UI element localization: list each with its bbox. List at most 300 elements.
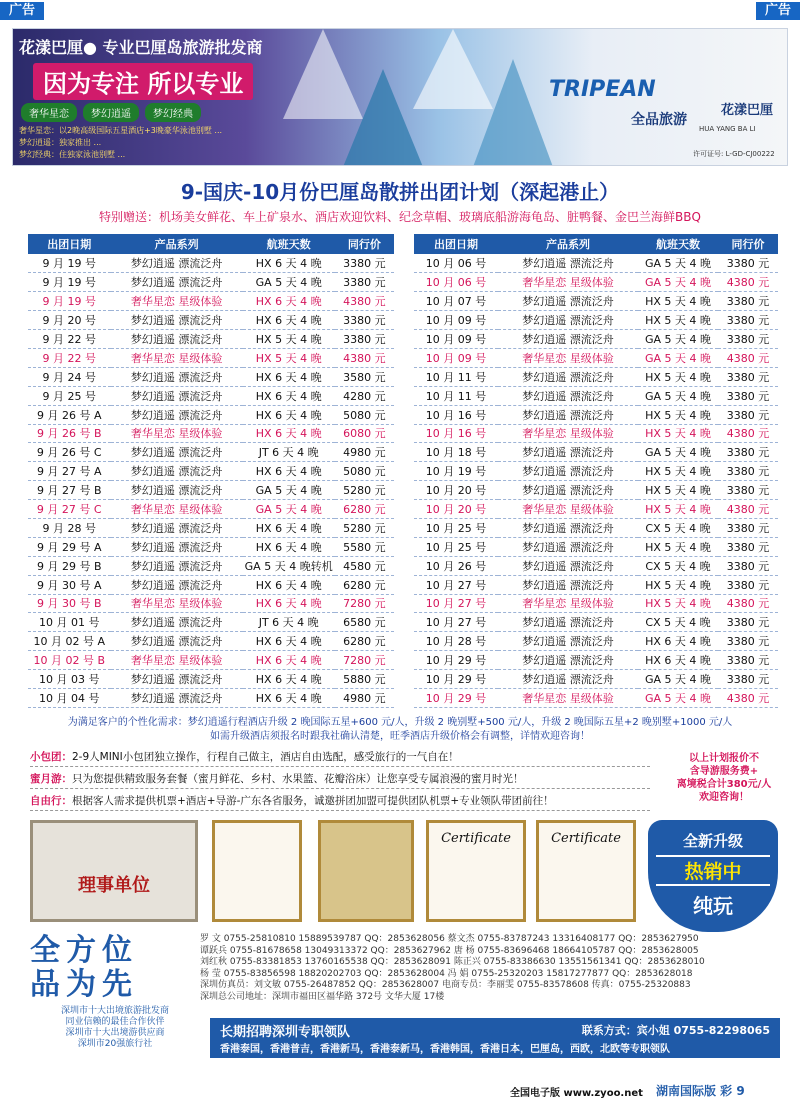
price-cell: 3380 元 bbox=[718, 613, 778, 632]
flight-cell: HX 6 天 4 晚 bbox=[243, 651, 335, 670]
col-header: 航班天数 bbox=[638, 234, 718, 254]
product-cell: 梦幻逍遥 漂流泛舟 bbox=[498, 537, 638, 556]
date-cell: 9 月 26 号 B bbox=[28, 424, 111, 443]
pill-classic: 梦幻经典 bbox=[145, 103, 201, 122]
product-cell: 奢华星恋 星级体验 bbox=[111, 292, 243, 311]
flight-cell: GA 5 天 4 晚 bbox=[638, 273, 718, 292]
date-cell: 10 月 07 号 bbox=[414, 292, 498, 311]
price-cell: 3380 元 bbox=[718, 443, 778, 462]
flight-cell: HX 6 天 4 晚 bbox=[243, 518, 335, 537]
flight-cell: GA 5 天 4 晚 bbox=[243, 500, 335, 519]
gift-line: 特别赠送：机场美女鲜花、车上矿泉水、酒店欢迎饮料、纪念草帽、玻璃底船游海龟岛、脏鸭餐、金巴兰海鲜BBQ bbox=[99, 210, 701, 224]
flight-cell: HX 5 天 4 晚 bbox=[638, 462, 718, 481]
product-cell: 奢华星恋 星级体验 bbox=[498, 273, 638, 292]
product-cell: 梦幻逍遥 漂流泛舟 bbox=[498, 462, 638, 481]
product-cell: 奢华星恋 星级体验 bbox=[498, 348, 638, 367]
product-cell: 奢华星恋 星级体验 bbox=[498, 594, 638, 613]
date-cell: 9 月 26 号 A bbox=[28, 405, 111, 424]
date-cell: 10 月 09 号 bbox=[414, 330, 498, 349]
price-cell: 4380 元 bbox=[718, 348, 778, 367]
certificate-image bbox=[212, 820, 302, 922]
price-note-line: 离境税合计380元/人 bbox=[676, 779, 772, 790]
flight-cell: GA 5 天 4 晚 bbox=[638, 254, 718, 273]
flight-cell: CX 5 天 4 晚 bbox=[638, 518, 718, 537]
flight-cell: HX 5 天 4 晚 bbox=[638, 594, 718, 613]
table-row bbox=[28, 311, 394, 330]
date-cell: 10 月 09 号 bbox=[414, 348, 498, 367]
footer-site: 全国电子版 www.zyoo.net bbox=[510, 1088, 643, 1099]
product-cell: 梦幻逍遥 漂流泛舟 bbox=[111, 405, 243, 424]
table-row bbox=[414, 481, 778, 500]
date-cell: 10 月 09 号 bbox=[414, 311, 498, 330]
table-row bbox=[414, 613, 778, 632]
table-row bbox=[414, 292, 778, 311]
price-cell: 5880 元 bbox=[335, 670, 394, 689]
honor-line: 深圳市20强旅行社 bbox=[77, 1039, 153, 1049]
cert-text: Certificate bbox=[441, 831, 511, 846]
flight-cell: CX 5 天 4 晚 bbox=[638, 556, 718, 575]
date-cell: 9 月 26 号 C bbox=[28, 443, 111, 462]
table-row bbox=[414, 537, 778, 556]
product-cell: 梦幻逍遥 漂流泛舟 bbox=[498, 330, 638, 349]
flight-cell: HX 6 天 4 晚 bbox=[243, 575, 335, 594]
date-cell: 10 月 29 号 bbox=[414, 651, 498, 670]
flight-cell: HX 6 天 4 晚 bbox=[243, 292, 335, 311]
table-row bbox=[28, 575, 394, 594]
banner-slogan: 因为专注 所以专业 bbox=[33, 63, 253, 100]
price-cell: 7280 元 bbox=[335, 651, 394, 670]
flight-cell: HX 6 天 4 晚 bbox=[243, 594, 335, 613]
flight-cell: HX 5 天 4 晚 bbox=[243, 330, 335, 349]
table-row bbox=[28, 651, 394, 670]
service-free-travel bbox=[30, 792, 650, 811]
contact-list bbox=[200, 934, 790, 1003]
flight-cell: HX 6 天 4 晚 bbox=[243, 405, 335, 424]
product-cell: 梦幻逍遥 漂流泛舟 bbox=[498, 254, 638, 273]
flight-cell: HX 6 天 4 晚 bbox=[243, 386, 335, 405]
price-cell: 3380 元 bbox=[718, 462, 778, 481]
product-cell: 梦幻逍遥 漂流泛舟 bbox=[111, 330, 243, 349]
flight-cell: HX 5 天 4 晚 bbox=[638, 424, 718, 443]
date-cell: 9 月 27 号 B bbox=[28, 481, 111, 500]
col-header: 同行价 bbox=[718, 234, 778, 254]
schedule-table-right bbox=[414, 234, 778, 708]
contact-line: 深圳仿真员：刘文敏 0755-26487852 QQ：2853628007 电商专员：李丽雯 0755-83578608 传真：0755-25320883 bbox=[200, 980, 691, 990]
slogan-big bbox=[30, 934, 190, 1002]
flight-cell: HX 5 天 4 晚 bbox=[638, 311, 718, 330]
table-row bbox=[28, 688, 394, 707]
product-cell: 奢华星恋 星级体验 bbox=[498, 688, 638, 707]
price-cell: 4380 元 bbox=[335, 292, 394, 311]
product-cell: 梦幻逍遥 漂流泛舟 bbox=[111, 443, 243, 462]
table-row bbox=[414, 348, 778, 367]
table-row bbox=[28, 273, 394, 292]
honors bbox=[30, 1006, 200, 1050]
service-key: 小包团： bbox=[30, 751, 72, 763]
price-cell: 3380 元 bbox=[718, 405, 778, 424]
price-cell: 6580 元 bbox=[335, 613, 394, 632]
product-cell: 奢华星恋 星级体验 bbox=[111, 594, 243, 613]
table-row bbox=[28, 481, 394, 500]
certificate-image bbox=[30, 820, 198, 922]
contact-line: 深圳总公司地址：深圳市福田区福华路 372号 文华大厦 17楼 bbox=[200, 991, 445, 1002]
flight-cell: HX 6 天 4 晚 bbox=[638, 651, 718, 670]
price-cell: 3380 元 bbox=[718, 367, 778, 386]
table-row bbox=[414, 651, 778, 670]
price-cell: 3380 元 bbox=[335, 273, 394, 292]
date-cell: 9 月 29 号 B bbox=[28, 556, 111, 575]
price-cell: 4280 元 bbox=[335, 386, 394, 405]
col-header: 产品系列 bbox=[498, 234, 638, 254]
note-line-1: 为满足客户的个性化需求：梦幻逍遥行程酒店升级 2 晚国际五星+600 元/人，升级 2 晚别墅+500 元/人，升级 2 晚国际五星+2 晚别墅+1000 元/人 bbox=[67, 717, 733, 728]
table-row bbox=[28, 518, 394, 537]
page-footer bbox=[0, 1078, 800, 1100]
date-cell: 9 月 22 号 bbox=[28, 330, 111, 349]
price-cell: 5280 元 bbox=[335, 518, 394, 537]
date-cell: 10 月 02 号 B bbox=[28, 651, 111, 670]
flight-cell: GA 5 天 4 晚 bbox=[638, 688, 718, 707]
date-cell: 10 月 26 号 bbox=[414, 556, 498, 575]
table-row bbox=[414, 311, 778, 330]
flight-cell: GA 5 天 4 晚 bbox=[638, 348, 718, 367]
flight-cell: HX 6 天 4 晚 bbox=[243, 367, 335, 386]
license-number: 许可证号: L-GD-CJ00222 bbox=[693, 150, 775, 158]
price-cell: 7280 元 bbox=[335, 594, 394, 613]
date-cell: 9 月 19 号 bbox=[28, 292, 111, 311]
date-cell: 10 月 02 号 A bbox=[28, 632, 111, 651]
banner-pills bbox=[21, 103, 201, 122]
price-cell: 5080 元 bbox=[335, 462, 394, 481]
flight-cell: HX 6 天 4 晚 bbox=[243, 254, 335, 273]
product-cell: 梦幻逍遥 漂流泛舟 bbox=[111, 386, 243, 405]
table-row bbox=[414, 405, 778, 424]
product-cell: 梦幻逍遥 漂流泛舟 bbox=[498, 632, 638, 651]
shield-line: 纯玩 bbox=[693, 894, 733, 918]
contact-line: 杨 莹 0755-83856598 18820202703 QQ：2853628004 冯 娟 0755-25320203 15817277877 QQ：2853628018 bbox=[200, 968, 693, 979]
price-cell: 3380 元 bbox=[718, 575, 778, 594]
table-row bbox=[28, 292, 394, 311]
price-cell: 3380 元 bbox=[335, 330, 394, 349]
date-cell: 9 月 30 号 B bbox=[28, 594, 111, 613]
date-cell: 9 月 20 号 bbox=[28, 311, 111, 330]
date-cell: 10 月 11 号 bbox=[414, 367, 498, 386]
date-cell: 10 月 29 号 bbox=[414, 688, 498, 707]
table-row bbox=[414, 330, 778, 349]
banner-line: 梦幻逍遥：独家推出 ... bbox=[19, 138, 102, 147]
price-cell: 3580 元 bbox=[335, 367, 394, 386]
banner-line: 奢华星恋：以2晚高级国际五星酒店+3晚豪华泳池别墅 ... bbox=[19, 126, 223, 135]
flight-cell: HX 6 天 4 晚 bbox=[243, 311, 335, 330]
table-row bbox=[414, 556, 778, 575]
huayang-logo: 花漾巴厘 bbox=[721, 103, 774, 118]
price-cell: 4380 元 bbox=[335, 348, 394, 367]
product-cell: 梦幻逍遥 漂流泛舟 bbox=[111, 556, 243, 575]
price-cell: 3380 元 bbox=[718, 386, 778, 405]
flight-cell: GA 5 天 4 晚 bbox=[243, 481, 335, 500]
product-cell: 梦幻逍遥 漂流泛舟 bbox=[111, 481, 243, 500]
table-row bbox=[28, 424, 394, 443]
table-row bbox=[28, 405, 394, 424]
flight-cell: HX 5 天 4 晚 bbox=[638, 575, 718, 594]
tripean-logo-cn: 全品旅游 bbox=[631, 112, 687, 128]
table-row bbox=[414, 367, 778, 386]
date-cell: 9 月 27 号 C bbox=[28, 500, 111, 519]
date-cell: 9 月 19 号 bbox=[28, 273, 111, 292]
date-cell: 10 月 25 号 bbox=[414, 537, 498, 556]
date-cell: 9 月 24 号 bbox=[28, 367, 111, 386]
product-cell: 梦幻逍遥 漂流泛舟 bbox=[111, 254, 243, 273]
table-row bbox=[28, 330, 394, 349]
price-cell: 3380 元 bbox=[718, 518, 778, 537]
date-cell: 10 月 06 号 bbox=[414, 273, 498, 292]
flight-cell: GA 5 天 4 晚 bbox=[638, 386, 718, 405]
service-small-group bbox=[30, 748, 650, 767]
price-cell: 3380 元 bbox=[718, 292, 778, 311]
product-cell: 奢华星恋 星级体验 bbox=[111, 348, 243, 367]
date-cell: 9 月 28 号 bbox=[28, 518, 111, 537]
shield-line: 热销中 bbox=[656, 855, 770, 886]
table-row bbox=[28, 556, 394, 575]
pill-dream: 梦幻逍遥 bbox=[83, 103, 139, 122]
service-desc: 根据客人需求提供机票+酒店+导游-广东各省服务，诚邀拼团加盟可提供团队机票+专业领队带团前往！ bbox=[72, 795, 554, 807]
price-cell: 5080 元 bbox=[335, 405, 394, 424]
price-cell: 3380 元 bbox=[718, 651, 778, 670]
price-cell: 4980 元 bbox=[335, 688, 394, 707]
product-cell: 梦幻逍遥 漂流泛舟 bbox=[498, 405, 638, 424]
product-cell: 梦幻逍遥 漂流泛舟 bbox=[498, 367, 638, 386]
date-cell: 10 月 25 号 bbox=[414, 518, 498, 537]
table-row bbox=[414, 273, 778, 292]
product-cell: 梦幻逍遥 漂流泛舟 bbox=[111, 367, 243, 386]
contact-line: 谭跃兵 0755-81678658 13049313372 QQ：2853627962 唐 杨 0755-83696468 18664105787 QQ：2853628005 bbox=[200, 945, 699, 956]
date-cell: 10 月 11 号 bbox=[414, 386, 498, 405]
flight-cell: HX 5 天 4 晚 bbox=[638, 367, 718, 386]
recruit-title: 长期招聘深圳专职领队 bbox=[220, 1025, 351, 1040]
contact-line: 刘红秋 0755-83381853 13760165538 QQ：2853628091 陈正兴 0755-83386630 13551561341 QQ：2853628010 bbox=[200, 957, 705, 967]
recruit-banner bbox=[210, 1018, 780, 1058]
shield-line: 全新升级 bbox=[682, 832, 743, 850]
service-honeymoon bbox=[30, 770, 650, 789]
col-header: 出团日期 bbox=[414, 234, 498, 254]
price-cell: 4380 元 bbox=[718, 424, 778, 443]
product-cell: 奢华星恋 星级体验 bbox=[111, 651, 243, 670]
table-row bbox=[414, 254, 778, 273]
price-cell: 4380 元 bbox=[718, 594, 778, 613]
triangle-decoration bbox=[473, 59, 553, 166]
cert-text: 理事单位 bbox=[78, 875, 150, 896]
flight-cell: GA 5 天 4 晚 bbox=[638, 443, 718, 462]
slogan-line: 品为先 bbox=[30, 967, 138, 1002]
price-cell: 3380 元 bbox=[718, 330, 778, 349]
flight-cell: HX 6 天 4 晚 bbox=[243, 632, 335, 651]
table-row bbox=[414, 500, 778, 519]
top-ad-bar bbox=[0, 0, 800, 22]
flight-cell: GA 5 天 4 晚 bbox=[243, 273, 335, 292]
date-cell: 10 月 20 号 bbox=[414, 500, 498, 519]
flight-cell: HX 5 天 4 晚 bbox=[638, 537, 718, 556]
product-cell: 奢华星恋 星级体验 bbox=[111, 424, 243, 443]
flight-cell: GA 5 天 4 晚 bbox=[638, 670, 718, 689]
date-cell: 10 月 18 号 bbox=[414, 443, 498, 462]
price-cell: 4980 元 bbox=[335, 443, 394, 462]
flight-cell: HX 6 天 4 晚 bbox=[638, 632, 718, 651]
table-row bbox=[414, 688, 778, 707]
table-row bbox=[414, 575, 778, 594]
price-note-line: 欢迎咨询！ bbox=[699, 792, 749, 803]
flight-cell: GA 5 天 4 晚 bbox=[638, 330, 718, 349]
flight-cell: HX 6 天 4 晚 bbox=[243, 537, 335, 556]
price-cell: 3380 元 bbox=[718, 670, 778, 689]
certificate-image bbox=[318, 820, 414, 922]
product-cell: 奢华星恋 星级体验 bbox=[111, 500, 243, 519]
flight-cell: HX 5 天 4 晚 bbox=[638, 500, 718, 519]
banner-tagline: 花漾巴厘● 专业巴厘岛旅游批发商 bbox=[19, 38, 263, 57]
page-title: 9-国庆-10月份巴厘岛散拼出团计划（深起港止） bbox=[180, 180, 620, 204]
product-cell: 梦幻逍遥 漂流泛舟 bbox=[498, 386, 638, 405]
price-cell: 4580 元 bbox=[335, 556, 394, 575]
footer-edition: 湖南国际版 彩 9 bbox=[656, 1084, 745, 1098]
price-cell: 3380 元 bbox=[335, 311, 394, 330]
table-row bbox=[28, 386, 394, 405]
product-cell: 奢华星恋 星级体验 bbox=[498, 424, 638, 443]
table-row bbox=[28, 632, 394, 651]
product-cell: 梦幻逍遥 漂流泛舟 bbox=[498, 292, 638, 311]
table-row bbox=[28, 443, 394, 462]
price-cell: 6280 元 bbox=[335, 575, 394, 594]
table-row bbox=[28, 500, 394, 519]
certificate-image bbox=[536, 820, 636, 922]
col-header: 产品系列 bbox=[111, 234, 243, 254]
table-row bbox=[414, 518, 778, 537]
hot-sale-shield bbox=[648, 820, 778, 932]
product-cell: 梦幻逍遥 漂流泛舟 bbox=[111, 670, 243, 689]
table-row bbox=[414, 462, 778, 481]
pill-luxury: 奢华星恋 bbox=[21, 103, 77, 122]
price-cell: 3380 元 bbox=[718, 556, 778, 575]
service-key: 自由行： bbox=[30, 795, 72, 807]
date-cell: 10 月 01 号 bbox=[28, 613, 111, 632]
honor-line: 深圳市十大出境旅游批发商 bbox=[60, 1006, 169, 1016]
table-row bbox=[414, 594, 778, 613]
date-cell: 10 月 28 号 bbox=[414, 632, 498, 651]
price-cell: 3380 元 bbox=[718, 632, 778, 651]
flight-cell: HX 5 天 4 晚 bbox=[638, 292, 718, 311]
huayang-logo-sub: HUA YANG BA LI bbox=[699, 125, 756, 133]
product-cell: 梦幻逍遥 漂流泛舟 bbox=[111, 632, 243, 651]
date-cell: 9 月 19 号 bbox=[28, 254, 111, 273]
date-cell: 10 月 19 号 bbox=[414, 462, 498, 481]
flight-cell: GA 5 天 4 晚转机 bbox=[243, 556, 335, 575]
table-row bbox=[28, 367, 394, 386]
price-cell: 3380 元 bbox=[718, 311, 778, 330]
banner-line: 梦幻经典：住独家泳池别墅 ... bbox=[19, 150, 126, 159]
price-note-line: 以上计划报价不 bbox=[689, 753, 759, 764]
col-header: 同行价 bbox=[335, 234, 394, 254]
product-cell: 梦幻逍遥 漂流泛舟 bbox=[498, 613, 638, 632]
price-cell: 3380 元 bbox=[335, 254, 394, 273]
price-cell: 3380 元 bbox=[718, 254, 778, 273]
price-cell: 6280 元 bbox=[335, 632, 394, 651]
schedule-table-left bbox=[28, 234, 394, 708]
col-header: 出团日期 bbox=[28, 234, 111, 254]
date-cell: 9 月 27 号 A bbox=[28, 462, 111, 481]
certificates-row bbox=[30, 820, 640, 922]
service-desc: 2-9人MINI小包团独立操作，行程自己做主，酒店自由选配，感受旅行的一气自在！ bbox=[72, 751, 459, 763]
honor-line: 同业信赖的最佳合作伙伴 bbox=[65, 1017, 165, 1027]
date-cell: 10 月 27 号 bbox=[414, 613, 498, 632]
ad-label-left: 广告 bbox=[0, 2, 44, 20]
date-cell: 10 月 03 号 bbox=[28, 670, 111, 689]
price-cell: 6280 元 bbox=[335, 500, 394, 519]
date-cell: 9 月 29 号 A bbox=[28, 537, 111, 556]
price-cell: 6080 元 bbox=[335, 424, 394, 443]
recruit-contact: 联系方式：宾小姐 0755-82298065 bbox=[581, 1024, 770, 1037]
recruit-routes: 香港泰国，香港普吉，香港新马，香港泰新马，香港韩国，香港日本，巴厘岛，西欧，北欧等专职领队 bbox=[220, 1044, 670, 1055]
flight-cell: JT 6 天 4 晚 bbox=[243, 443, 335, 462]
honor-line: 深圳市十大出境游供应商 bbox=[65, 1028, 165, 1038]
product-cell: 梦幻逍遥 漂流泛舟 bbox=[498, 481, 638, 500]
product-cell: 梦幻逍遥 漂流泛舟 bbox=[498, 443, 638, 462]
table-row bbox=[414, 670, 778, 689]
table-row bbox=[28, 348, 394, 367]
flight-cell: HX 6 天 4 晚 bbox=[243, 670, 335, 689]
table-row bbox=[28, 254, 394, 273]
flight-cell: HX 6 天 4 晚 bbox=[243, 424, 335, 443]
price-note-box bbox=[660, 752, 788, 804]
price-cell: 3380 元 bbox=[718, 537, 778, 556]
date-cell: 10 月 16 号 bbox=[414, 405, 498, 424]
table-row bbox=[28, 613, 394, 632]
date-cell: 9 月 25 号 bbox=[28, 386, 111, 405]
product-cell: 梦幻逍遥 漂流泛舟 bbox=[111, 462, 243, 481]
note-line-2: 如需升级酒店须报名时跟我社确认清楚，旺季酒店升级价格会有调整，详情欢迎咨询！ bbox=[210, 731, 590, 742]
price-note-line: 含导游服务费+ bbox=[689, 766, 759, 777]
date-cell: 10 月 20 号 bbox=[414, 481, 498, 500]
cert-text: Certificate bbox=[551, 831, 621, 846]
ad-label-right: 广告 bbox=[756, 2, 800, 20]
service-desc: 只为您提供精致服务套餐（蜜月鲜花、乡村、水果篮、花瓣浴床）让您享受专属浪漫的蜜月时光！ bbox=[72, 773, 524, 785]
table-row bbox=[28, 462, 394, 481]
product-cell: 梦幻逍遥 漂流泛舟 bbox=[498, 651, 638, 670]
product-cell: 梦幻逍遥 漂流泛舟 bbox=[111, 688, 243, 707]
product-cell: 梦幻逍遥 漂流泛舟 bbox=[111, 518, 243, 537]
date-cell: 10 月 27 号 bbox=[414, 575, 498, 594]
flight-cell: HX 6 天 4 晚 bbox=[243, 462, 335, 481]
date-cell: 10 月 16 号 bbox=[414, 424, 498, 443]
service-key: 蜜月游： bbox=[30, 773, 72, 785]
flight-cell: HX 5 天 4 晚 bbox=[243, 348, 335, 367]
upgrade-note bbox=[0, 716, 800, 744]
date-cell: 9 月 22 号 bbox=[28, 348, 111, 367]
table-row bbox=[28, 670, 394, 689]
table-row bbox=[414, 424, 778, 443]
product-cell: 梦幻逍遥 漂流泛舟 bbox=[498, 556, 638, 575]
product-cell: 梦幻逍遥 漂流泛舟 bbox=[498, 518, 638, 537]
product-cell: 梦幻逍遥 漂流泛舟 bbox=[498, 670, 638, 689]
date-cell: 10 月 06 号 bbox=[414, 254, 498, 273]
table-row bbox=[28, 594, 394, 613]
table-row bbox=[28, 537, 394, 556]
contact-line: 罗 文 0755-25810810 15889539787 QQ：2853628056 蔡文杰 0755-83787243 13316408177 QQ：2853627950 bbox=[200, 934, 699, 944]
col-header: 航班天数 bbox=[243, 234, 335, 254]
table-row bbox=[414, 632, 778, 651]
flight-cell: JT 6 天 4 晚 bbox=[243, 613, 335, 632]
table-row bbox=[414, 443, 778, 462]
date-cell: 9 月 30 号 A bbox=[28, 575, 111, 594]
hero-banner bbox=[12, 28, 788, 166]
flight-cell: CX 5 天 4 晚 bbox=[638, 613, 718, 632]
price-cell: 4380 元 bbox=[718, 500, 778, 519]
